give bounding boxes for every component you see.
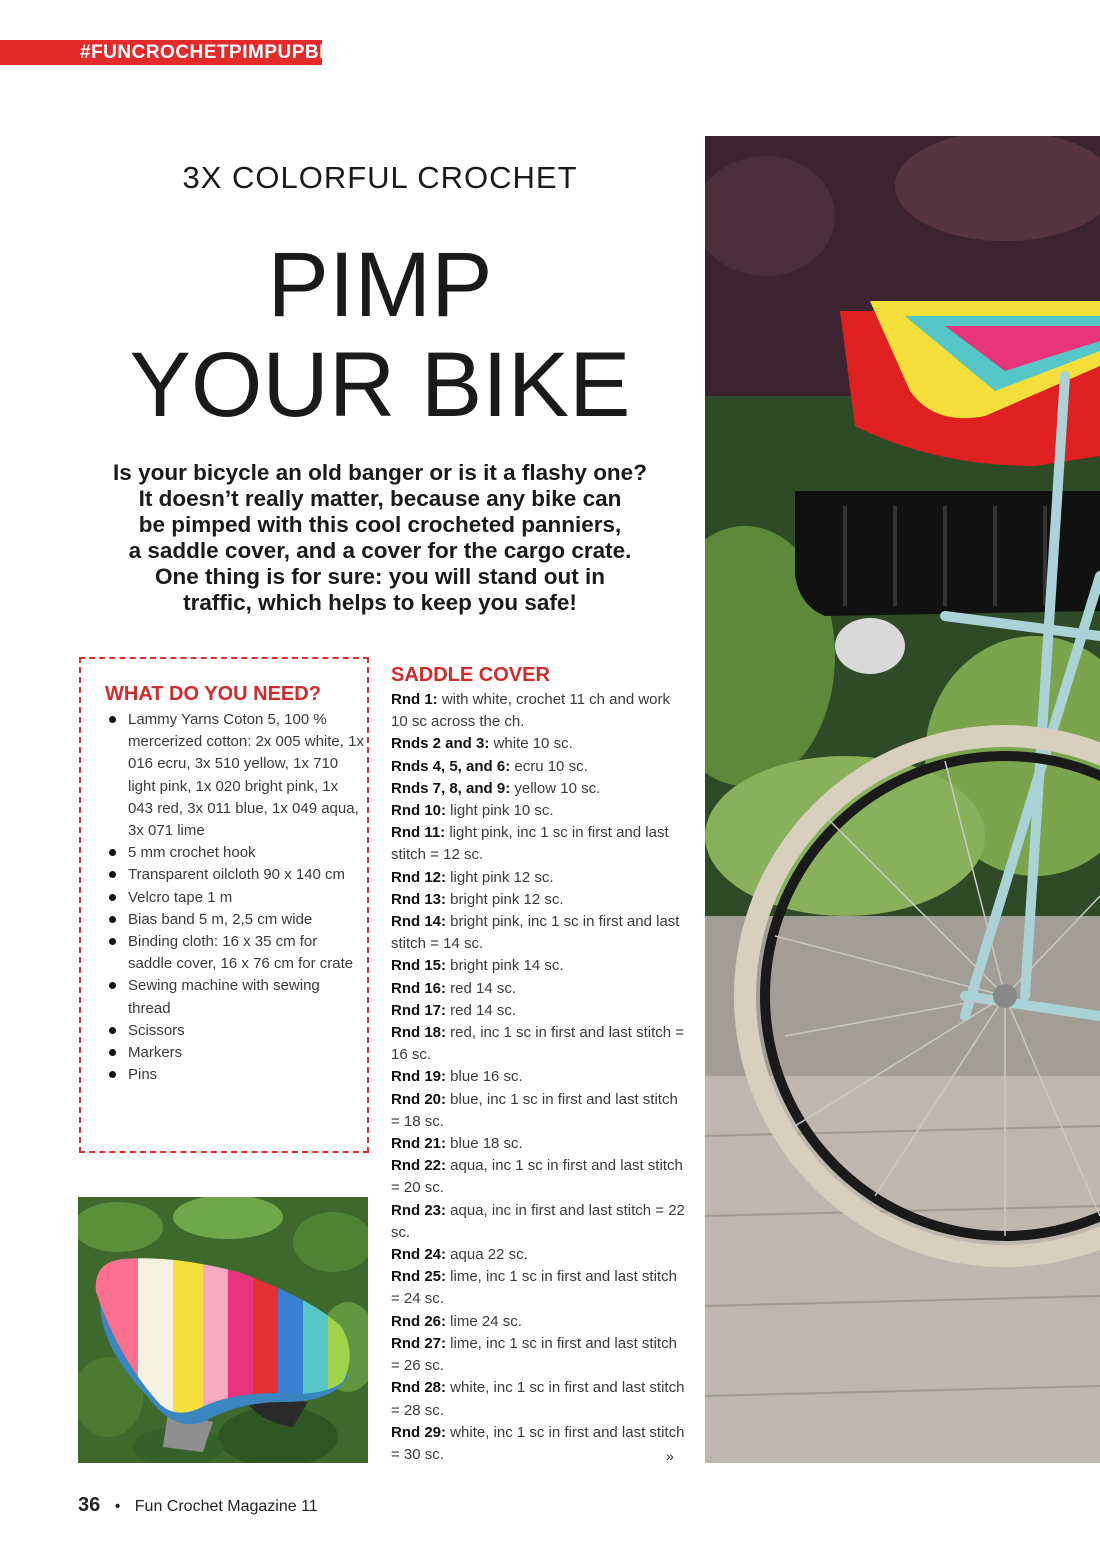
step-line <box>391 1333 686 1377</box>
step-label: Rnd 12: <box>391 868 447 886</box>
step-text: white, inc 1 sc in first and last stitch = 28 sc. <box>391 1379 685 1419</box>
step-label: Rnd 23: <box>391 1201 447 1219</box>
step-label: Rnd 22: <box>391 1157 447 1175</box>
title-line-1: PIMP <box>267 234 493 336</box>
step-label: Rnds 7, 8, and 9: <box>391 779 511 797</box>
step-line <box>391 1311 686 1333</box>
step-label: Rnd 17: <box>391 1001 447 1019</box>
step-label: Rnd 19: <box>391 1068 447 1086</box>
list-item: Bias band 5 m, 2,5 cm wide <box>105 909 365 931</box>
step-line <box>391 911 686 955</box>
title-line-2: YOUR BIKE <box>129 334 631 436</box>
intro-line: a saddle cover, and a cover for the cargo crate. <box>128 538 632 563</box>
step-text: lime, inc 1 sc in first and last stitch = 24 sc. <box>391 1268 677 1308</box>
saddle-cover-instructions <box>391 664 686 1466</box>
materials-heading: WHAT DO YOU NEED? <box>105 683 321 705</box>
step-text: aqua, inc 1 sc in first and last stitch = 20 sc. <box>391 1157 683 1197</box>
bicycle-crate-photo <box>705 136 1100 1463</box>
step-line <box>391 978 686 1000</box>
step-text: red, inc 1 sc in first and last stitch = 16 sc. <box>391 1024 685 1064</box>
step-line <box>391 1000 686 1022</box>
step-line <box>391 1200 686 1244</box>
step-label: Rnd 13: <box>391 890 447 908</box>
step-line <box>391 1244 686 1266</box>
step-label: Rnd 27: <box>391 1334 447 1352</box>
intro-line: Is your bicycle an old banger or is it a flashy one? <box>113 460 647 485</box>
list-item: Pins <box>105 1064 365 1086</box>
page-title <box>100 235 660 435</box>
page-footer <box>78 1494 318 1517</box>
materials-box <box>79 657 369 1153</box>
step-text: red 14 sc. <box>446 979 517 997</box>
list-item: Lammy Yarns Coton 5, 100 % mercerized cotton: 2x 005 white, 1x 016 ecru, 3x 510 yellow, 1x 710 light pink, 1x 020 bright pink, 1x 043 red, 3x 011 blue, 1x 049 aqua, 3x 071 lime <box>105 709 365 842</box>
list-item: Transparent oilcloth 90 x 140 cm <box>105 864 365 886</box>
step-text: blue 18 sc. <box>446 1135 523 1153</box>
step-label: Rnd 26: <box>391 1312 447 1330</box>
list-item: Velcro tape 1 m <box>105 887 365 909</box>
step-label: Rnds 2 and 3: <box>391 735 490 753</box>
step-label: Rnds 4, 5, and 6: <box>391 757 511 775</box>
intro-line: traffic, which helps to keep you safe! <box>183 590 577 615</box>
step-line <box>391 689 686 733</box>
step-text: yellow 10 sc. <box>510 779 601 797</box>
step-label: Rnd 1: <box>391 691 438 708</box>
step-text: white 10 sc. <box>489 735 573 753</box>
step-label: Rnd 29: <box>391 1423 447 1441</box>
step-line <box>391 955 686 977</box>
step-text: lime, inc 1 sc in first and last stitch = 26 sc. <box>391 1334 677 1375</box>
kicker: 3X COLORFUL CROCHET <box>182 160 578 195</box>
step-label: Rnd 18: <box>391 1024 447 1042</box>
step-label: Rnd 20: <box>391 1090 447 1108</box>
step-text: blue 16 sc. <box>446 1068 523 1086</box>
saddle-cover-heading: SADDLE COVER <box>391 664 550 686</box>
step-text: bright pink, inc 1 sc in first and last stitch = 14 sc. <box>391 913 680 953</box>
step-text: blue, inc 1 sc in first and last stitch = 18 sc. <box>391 1090 678 1130</box>
step-text: light pink 10 sc. <box>446 802 554 820</box>
step-line <box>391 1022 686 1066</box>
step-line <box>391 889 686 911</box>
step-line <box>391 733 686 755</box>
continue-arrow: » <box>666 1448 674 1464</box>
step-label: Rnd 16: <box>391 979 447 997</box>
materials-list <box>105 709 365 1086</box>
step-label: Rnd 24: <box>391 1246 447 1264</box>
step-label: Rnd 10: <box>391 802 447 820</box>
step-line <box>391 1266 686 1310</box>
step-line <box>391 1089 686 1133</box>
step-text: lime 24 sc. <box>446 1312 522 1330</box>
list-item: Scissors <box>105 1020 365 1042</box>
step-line <box>391 1422 686 1466</box>
step-label: Rnd 11: <box>391 824 446 842</box>
intro-line: It doesn’t really matter, because any bike can <box>138 486 622 511</box>
intro-line: One thing is for sure: you will stand out in <box>154 564 605 589</box>
step-text: aqua 22 sc. <box>446 1246 528 1264</box>
list-item: Binding cloth: 16 x 35 cm for saddle cover, 16 x 76 cm for crate <box>105 931 365 975</box>
list-item: 5 mm crochet hook <box>105 842 365 864</box>
magazine-name: Fun Crochet Magazine 11 <box>134 1498 318 1515</box>
intro-paragraph <box>100 460 660 616</box>
hashtag-banner <box>0 40 353 65</box>
step-text: light pink 12 sc. <box>446 868 554 886</box>
intro-line: be pimped with this cool crocheted panniers, <box>138 512 622 537</box>
step-text: red 14 sc. <box>446 1001 517 1019</box>
list-item: Markers <box>105 1042 365 1064</box>
step-text: light pink, inc 1 sc in first and last stitch = 12 sc. <box>391 824 669 864</box>
step-label: Rnd 21: <box>391 1135 447 1153</box>
step-text: bright pink 14 sc. <box>446 957 564 975</box>
step-line <box>391 1066 686 1088</box>
hashtag-text: #FUNCROCHETPIMPUPBIKE <box>80 42 353 63</box>
step-line <box>391 778 686 800</box>
step-line <box>391 1377 686 1421</box>
step-text: bright pink 12 sc. <box>446 890 564 908</box>
step-label: Rnd 15: <box>391 957 447 975</box>
step-text: aqua, inc in first and last stitch = 22 sc. <box>391 1201 685 1241</box>
step-text: white, inc 1 sc in first and last stitch = 30 sc. <box>391 1423 685 1463</box>
step-line <box>391 800 686 822</box>
saddle-cover-photo <box>78 1197 368 1463</box>
step-label: Rnd 25: <box>391 1268 447 1286</box>
page-number: 36 <box>78 1494 101 1516</box>
step-line <box>391 1155 686 1199</box>
step-line <box>391 756 686 778</box>
step-label: Rnd 28: <box>391 1379 447 1397</box>
step-line <box>391 822 686 866</box>
list-item: Sewing machine with sewing thread <box>105 975 365 1019</box>
step-text: with white, crochet 11 ch and work 10 sc across the ch. <box>391 691 671 731</box>
step-line <box>391 1133 686 1155</box>
step-line <box>391 867 686 889</box>
step-text: ecru 10 sc. <box>510 757 588 775</box>
step-label: Rnd 14: <box>391 913 447 931</box>
footer-separator: • <box>114 1498 121 1515</box>
